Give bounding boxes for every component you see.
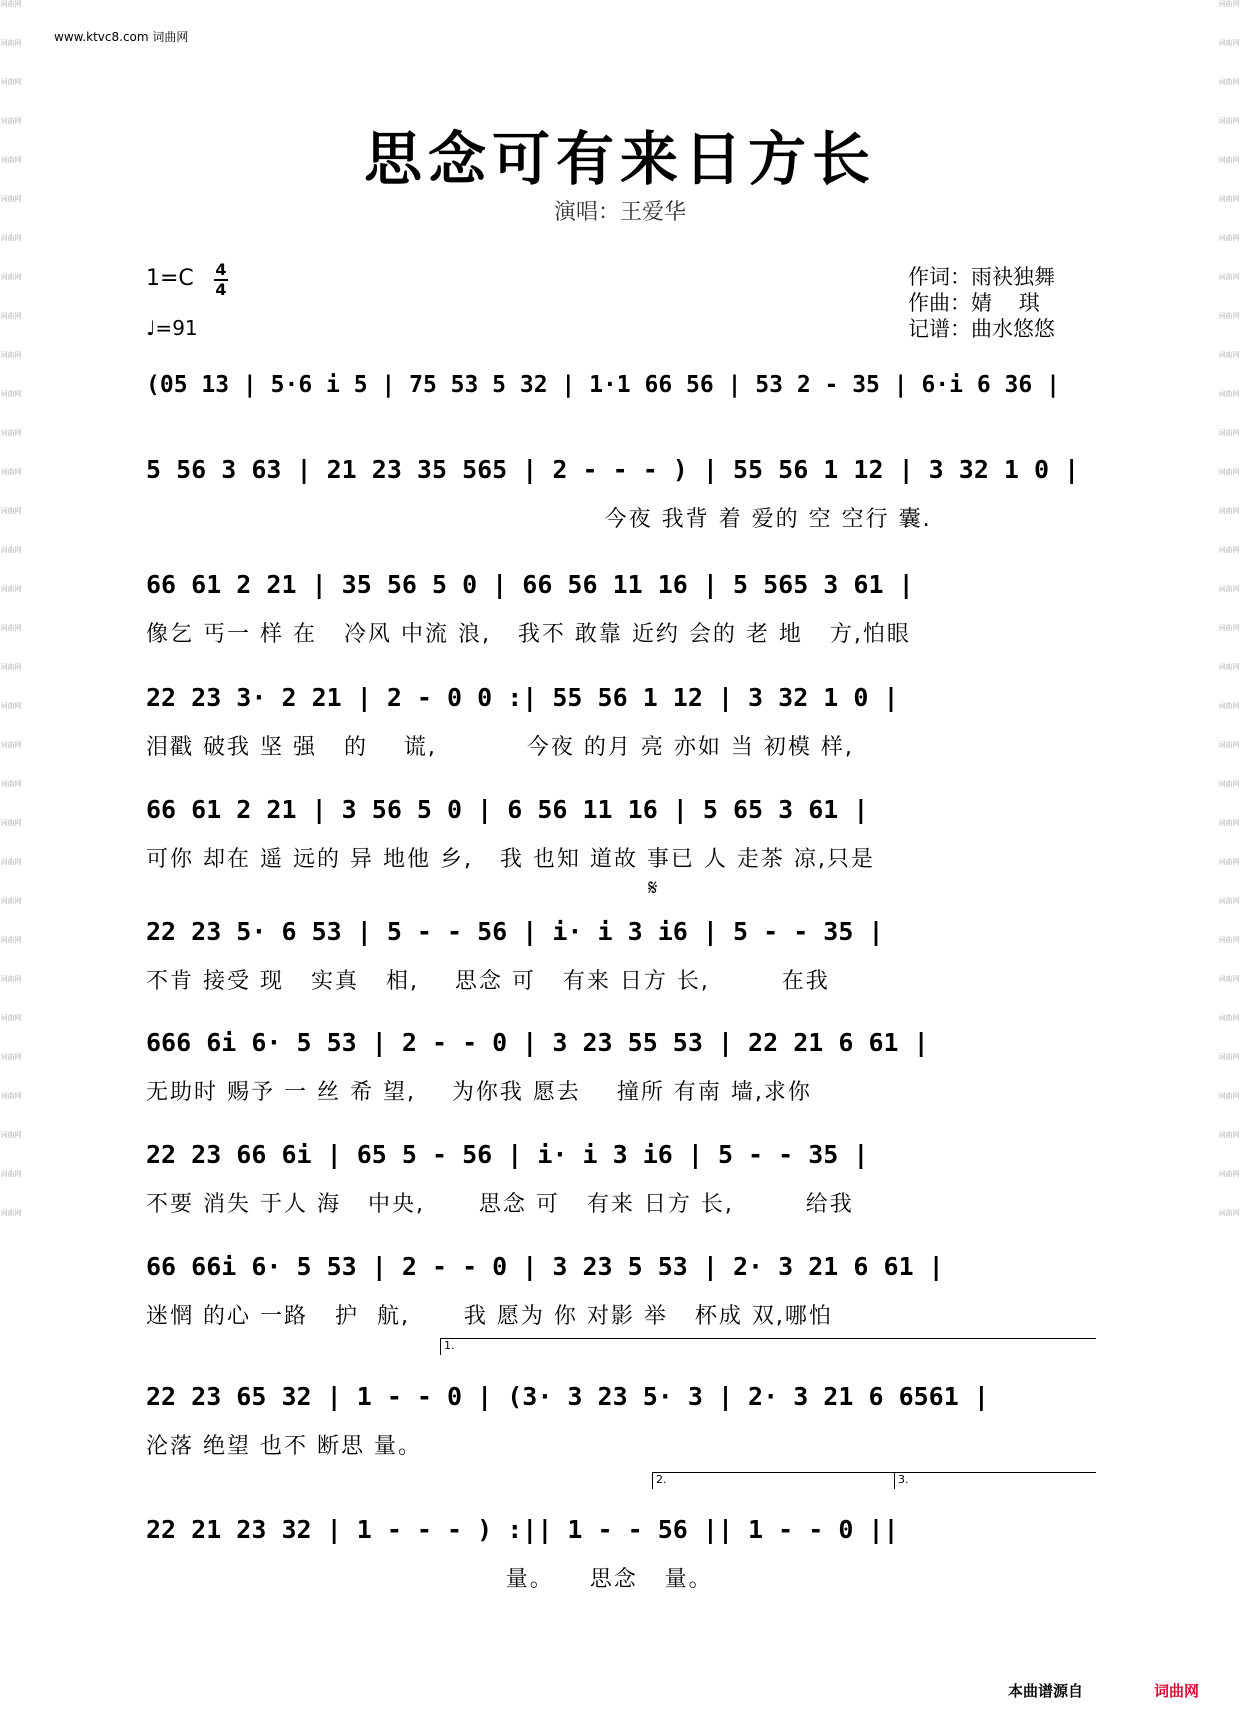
- watermark-text: 词曲网: [0, 1170, 22, 1178]
- watermark-text: 词曲网: [1218, 585, 1240, 593]
- watermark-text: 词曲网: [1218, 936, 1240, 944]
- watermark-text: 词曲网: [0, 312, 22, 320]
- watermark-text: 词曲网: [1218, 117, 1240, 125]
- score-system: [146, 1510, 1096, 1592]
- lyrics-line: 无助时 赐予 一 丝 希 望, 为你我 愿去 撞所 有南 墙,求你: [146, 1080, 812, 1105]
- notes-line: 22 21 23 32 | 1 - - - ) :|| 1 - - 56 || 1 - - 0 ||: [146, 1515, 899, 1544]
- watermark-text: 词曲网: [1218, 663, 1240, 671]
- meter-bottom: 4: [215, 280, 227, 299]
- song-title: 思念可有来日方长: [363, 125, 876, 193]
- watermark-text: 词曲网: [1218, 39, 1240, 47]
- watermark-text: 词曲网: [1218, 351, 1240, 359]
- watermark-text: 词曲网: [0, 585, 22, 593]
- watermark-text: 词曲网: [0, 1092, 22, 1100]
- watermark-text: 词曲网: [1218, 1131, 1240, 1139]
- watermark-text: 词曲网: [1218, 312, 1240, 320]
- watermark-text: 词曲网: [0, 273, 22, 281]
- watermark-text: 词曲网: [1218, 507, 1240, 515]
- tempo-marking: ♩=91: [146, 316, 198, 340]
- watermark-text: 词曲网: [0, 780, 22, 788]
- lyrics-line: 泪戳 破我 坚 强 的 谎, 今夜 的月 亮 亦如 当 初模 样,: [146, 735, 854, 760]
- transcriber-credit: 记谱：曲水悠悠: [908, 317, 1055, 341]
- watermark-text: 词曲网: [0, 1209, 22, 1217]
- watermark-text: 词曲网: [0, 546, 22, 554]
- watermark-text: 词曲网: [0, 897, 22, 905]
- credits-block: [908, 264, 1055, 342]
- volta-3: 3.: [894, 1472, 1096, 1489]
- watermark-text: 词曲网: [0, 741, 22, 749]
- score-system: [146, 1247, 1096, 1329]
- watermark-text: 词曲网: [0, 468, 22, 476]
- watermark-text: 词曲网: [0, 936, 22, 944]
- watermark-text: 词曲网: [0, 351, 22, 359]
- volta-1: 1.: [440, 1338, 1096, 1355]
- notes-line: 22 23 66 6i | 65 5 - 56 | i· i 3 i6 | 5 - - 35 |: [146, 1140, 869, 1169]
- watermark-text: 词曲网: [1218, 819, 1240, 827]
- watermark-text: 词曲网: [0, 1014, 22, 1022]
- watermark-text: 词曲网: [1218, 0, 1240, 8]
- watermark-text: 词曲网: [1218, 780, 1240, 788]
- watermark-text: 词曲网: [1218, 1209, 1240, 1217]
- watermark-text: 词曲网: [1218, 1053, 1240, 1061]
- watermark-text: 词曲网: [1218, 390, 1240, 398]
- volta-2: 2.: [652, 1472, 898, 1489]
- lyrics-line: 今夜 我背 着 爱的 空 空行 囊.: [146, 507, 932, 532]
- watermark-text: 词曲网: [0, 78, 22, 86]
- notes-line: 66 61 2 21 | 35 56 5 0 | 66 56 11 16 | 5 565 3 61 |: [146, 570, 914, 599]
- score-system: [146, 1135, 1096, 1217]
- lyrics-line: 可你 却在 遥 远的 异 地他 乡, 我 也知 道故 事已 人 走茶 凉,只是: [146, 847, 875, 872]
- watermark-text: 词曲网: [0, 234, 22, 242]
- watermark-text: 词曲网: [1218, 741, 1240, 749]
- watermark-text: 词曲网: [1218, 546, 1240, 554]
- watermark-text: 词曲网: [1218, 273, 1240, 281]
- notes-line: (05 13 | 5·6 i 5 | 75 53 5 32 | 1·1 66 56 | 53 2 - 35 | 6·i 6 36 |: [146, 372, 1060, 398]
- left-watermark-strip: [0, 0, 22, 1730]
- watermark-text: 词曲网: [1218, 1014, 1240, 1022]
- watermark-text: 词曲网: [0, 663, 22, 671]
- time-signature: [214, 262, 228, 298]
- score-system: [146, 450, 1096, 532]
- lyricist-credit: 作词：雨袂独舞: [908, 265, 1055, 289]
- watermark-text: 词曲网: [0, 975, 22, 983]
- watermark-text: 词曲网: [0, 819, 22, 827]
- watermark-text: 词曲网: [1218, 78, 1240, 86]
- score-system: [146, 565, 1096, 647]
- score-system: [146, 365, 1096, 405]
- key-signature: 1=C: [146, 266, 194, 291]
- watermark-text: 词曲网: [0, 624, 22, 632]
- score-system: [146, 678, 1096, 760]
- watermark-text: 词曲网: [0, 429, 22, 437]
- singer-credit: 演唱：王爱华: [553, 200, 686, 225]
- watermark-text: 词曲网: [0, 195, 22, 203]
- lyrics-line: 迷惘 的心 一路 护 航, 我 愿为 你 对影 举 杯成 双,哪怕: [146, 1304, 833, 1329]
- watermark-text: 词曲网: [1218, 897, 1240, 905]
- notes-line: 22 23 65 32 | 1 - - 0 | (3· 3 23 5· 3 | 2· 3 21 6 6561 |: [146, 1382, 989, 1411]
- notes-line: 22 23 3· 2 21 | 2 - 0 0 :| 55 56 1 12 | 3 32 1 0 |: [146, 683, 899, 712]
- watermark-text: 词曲网: [1218, 624, 1240, 632]
- site-link[interactable]: www.ktvc8.com 词曲网: [54, 30, 189, 44]
- watermark-text: 词曲网: [1218, 702, 1240, 710]
- watermark-text: 词曲网: [0, 1053, 22, 1061]
- right-watermark-strip: [1218, 0, 1240, 1730]
- notes-line: 66 66i 6· 5 53 | 2 - - 0 | 3 23 5 53 | 2· 3 21 6 61 |: [146, 1252, 944, 1281]
- notes-line: 5 56 3 63 | 21 23 35 565 | 2 - - - ) | 55 56 1 12 | 3 32 1 0 |: [146, 455, 1080, 484]
- score-system: [146, 1023, 1096, 1105]
- watermark-text: 词曲网: [0, 39, 22, 47]
- notes-line: 22 23 5· 6 53 | 5 - - 56 | i· i 3 i6 | 5 - - 35 |: [146, 917, 884, 946]
- lyrics-line: 不肯 接受 现 实真 相, 思念 可 有来 日方 长, 在我: [146, 969, 830, 994]
- lyrics-line: 像乞 丐一 样 在 冷风 中流 浪, 我不 敢靠 近约 会的 老 地 方,怕眼: [146, 622, 911, 647]
- source-site-link[interactable]: 词曲网: [1154, 1682, 1200, 1700]
- score-system: [146, 1377, 1096, 1459]
- segno-sign: 𝄋: [648, 876, 658, 901]
- lyrics-line: 沦落 绝望 也不 断思 量。: [146, 1434, 422, 1459]
- watermark-text: 词曲网: [1218, 975, 1240, 983]
- watermark-text: 词曲网: [1218, 858, 1240, 866]
- source-label: 本曲谱源自: [1008, 1682, 1084, 1700]
- watermark-text: 词曲网: [0, 390, 22, 398]
- lyrics-line: 不要 消失 于人 海 中央, 思念 可 有来 日方 长, 给我: [146, 1192, 854, 1217]
- watermark-text: 词曲网: [1218, 195, 1240, 203]
- watermark-text: 词曲网: [1218, 156, 1240, 164]
- watermark-text: 词曲网: [1218, 1092, 1240, 1100]
- lyrics-line: 量。 思念 量。: [146, 1567, 713, 1592]
- score-system: [146, 790, 1096, 872]
- watermark-text: 词曲网: [0, 858, 22, 866]
- meter-top: 4: [215, 260, 227, 279]
- watermark-text: 词曲网: [0, 702, 22, 710]
- watermark-text: 词曲网: [1218, 234, 1240, 242]
- watermark-text: 词曲网: [0, 156, 22, 164]
- notes-line: 66 61 2 21 | 3 56 5 0 | 6 56 11 16 | 5 65 3 61 |: [146, 795, 869, 824]
- watermark-text: 词曲网: [0, 0, 22, 8]
- watermark-text: 词曲网: [1218, 468, 1240, 476]
- notes-line: 666 6i 6· 5 53 | 2 - - 0 | 3 23 55 53 | 22 21 6 61 |: [146, 1028, 929, 1057]
- watermark-text: 词曲网: [1218, 1170, 1240, 1178]
- composer-credit: 作曲：婧 琪: [908, 291, 1040, 315]
- score-system: [146, 912, 1096, 994]
- watermark-text: 词曲网: [0, 1131, 22, 1139]
- watermark-text: 词曲网: [0, 117, 22, 125]
- watermark-text: 词曲网: [0, 507, 22, 515]
- watermark-text: 词曲网: [1218, 429, 1240, 437]
